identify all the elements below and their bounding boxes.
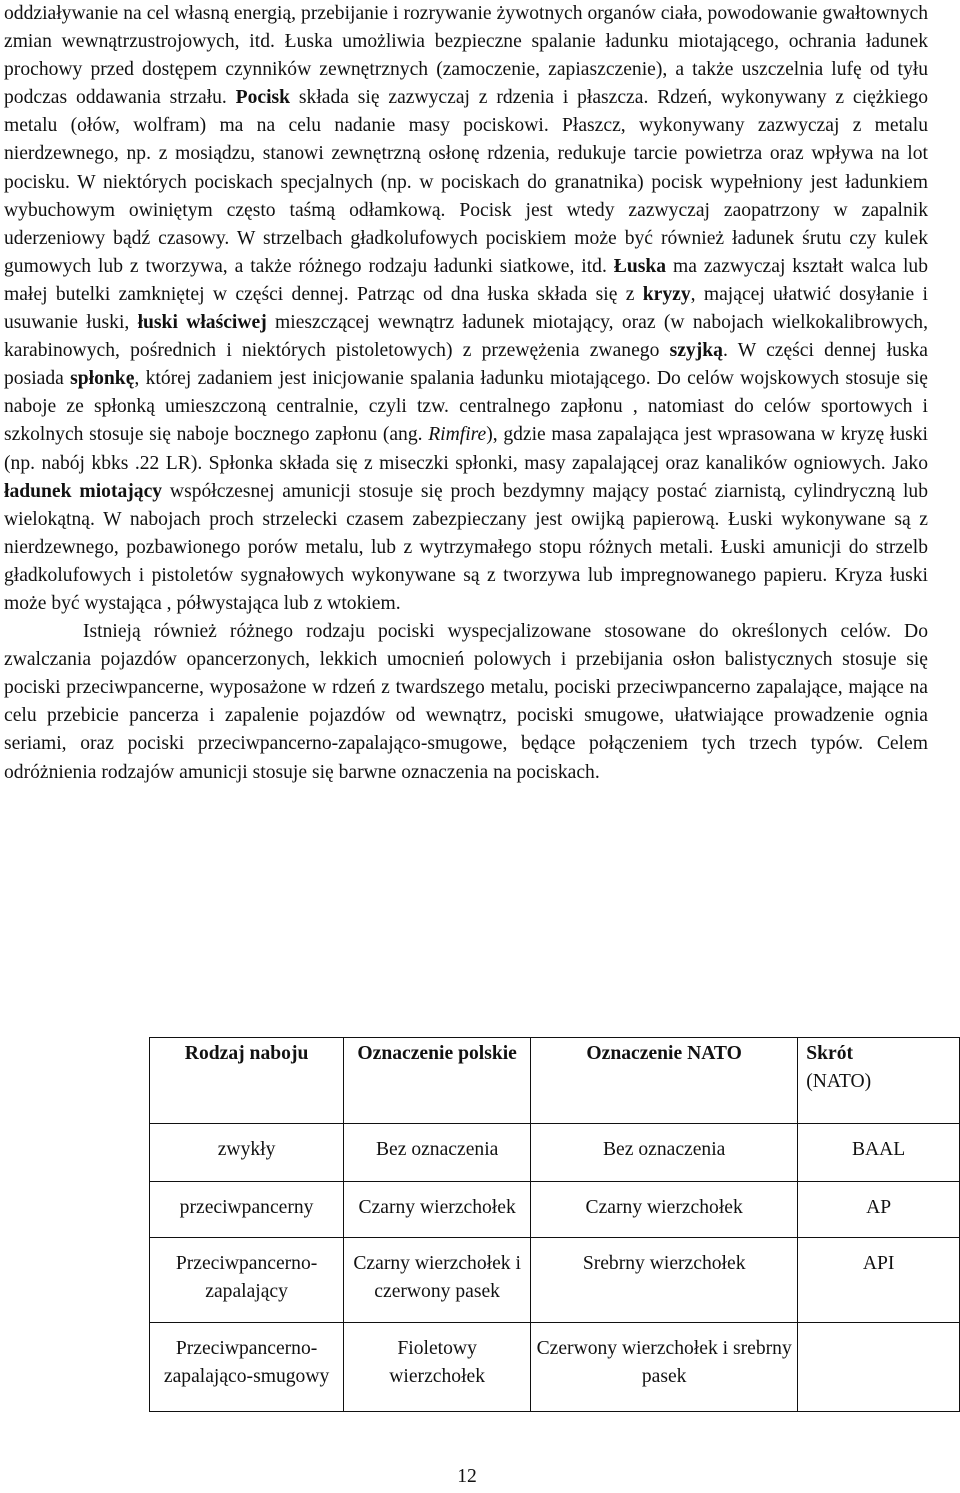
term-splonka: spłonkę bbox=[70, 368, 135, 390]
text-run: współczesnej amunicji stosuje się proch bezdymny mający postać ziarnistą, cylindryczną lub wielokątną. W nabojach proch strzelecki czasem zabezpieczany jest owijką papierową. Łuski wykonywane są z nierdzewnego, pozbawionego porów metalu, lub z wytrzymałego stopu różnych metali. Łuski amunicji do strzelb gładkolufowych i pistoletów sygnałowych wykonywane są z tworzywa lub impregnowanego papieru. Kryza łuski może być wystająca , półwystająca lub z wtokiem. bbox=[4, 480, 928, 614]
document-page bbox=[4, 0, 928, 787]
cell-rodzaj: przeciwpancerny bbox=[150, 1182, 344, 1238]
cell-nato: Czarny wierzchołek bbox=[531, 1182, 798, 1238]
header-rodzaj-naboju: Rodzaj naboju bbox=[150, 1038, 344, 1124]
text-run: . W części dennej łuska posiada bbox=[4, 340, 928, 390]
table-row bbox=[150, 1323, 960, 1412]
text-run: składa się zazwyczaj z rdzenia i płaszcza. Rdzeń, wykonywany z ciężkiego metalu (ołów, wolfram) ma na celu nadanie masy pociskowi. Płaszcz, wykonywany zazwyczaj z metalu nierdzewnego, np. z mosiądzu, stanowi zewnętrzną osłonę rdzenia, redukuje tarcie powietrza oraz wpływa na lot pocisku. W niektórych pociskach specjalnych (np. w pociskach do granatnika) pocisk wypełniony jest ładunkiem wybuchowym owiniętym często taśmą odłamkową. Pocisk jest wtedy zazwyczaj zaopatrzony w zapalnik uderzeniowy bądź czasowy. W strzelbach gładkolufowych pociskiem może być również ładunek śrutu czy kulek gumowych lub z tworzywa, a także różnego rodzaju ładunki siatkowe, itd. bbox=[4, 87, 928, 277]
text-run: ), gdzie masa zapalająca jest wprasowana w kryzę łuski (np. nabój kbks .22 LR). Spłonka składa się z miseczki spłonki, masy zapalającej oraz kanalików ogniowych. Jako bbox=[4, 424, 928, 474]
cell-rodzaj: Przeciwpancerno-zapalająco-smugowy bbox=[150, 1323, 344, 1412]
cell-skrot: AP bbox=[798, 1182, 960, 1238]
table-row bbox=[150, 1124, 960, 1182]
cell-nato: Srebrny wierzchołek bbox=[531, 1238, 798, 1323]
header-oznaczenie-polskie: Oznaczenie polskie bbox=[344, 1038, 531, 1124]
page-number: 12 bbox=[457, 1466, 477, 1487]
cell-rodzaj: Przeciwpancerno-zapalający bbox=[150, 1238, 344, 1323]
paragraph-special-bullets: Istnieją również różnego rodzaju pociski wyspecjalizowane stosowane do określonych celów. Do zwalczania pojazdów opancerzonych, lekkich umocnień polowych i przebijania osłon balistycznych stosuje się pociski przeciwpancerne, wyposażone w rdzeń z twardszego metalu, pociski przeciwpancerno zapalające, mające na celu przebicie pancerza i zapalenie pojazdów od wewnątrz, pociski smugowe, ułatwiające prowadzenie ognia seriami, oraz pociski przeciwpancerno-zapalająco-smugowe, będące połączeniem tych trzech typów. Celem odróżnienia rodzajów amunicji stosuje się barwne oznaczenia na pociskach. bbox=[4, 621, 928, 783]
cell-polskie: Fioletowy wierzchołek bbox=[344, 1323, 531, 1412]
cell-polskie: Bez oznaczenia bbox=[344, 1124, 531, 1182]
term-rimfire: Rimfire bbox=[428, 424, 487, 446]
header-skrot bbox=[798, 1038, 960, 1124]
text-run: ma zazwyczaj kształt walca lub małej butelki zamkniętej w części dennej. Patrząc od dna łuska składa się z bbox=[4, 255, 928, 305]
header-skrot-nato: (NATO) bbox=[806, 1071, 872, 1092]
table-header-row bbox=[150, 1038, 960, 1124]
table-row bbox=[150, 1238, 960, 1323]
cell-skrot: BAAL bbox=[798, 1124, 960, 1182]
term-pocisk: Pocisk bbox=[235, 87, 291, 109]
cell-skrot bbox=[798, 1323, 960, 1412]
term-szyjka: szyjką bbox=[669, 340, 723, 362]
ammunition-marking-table bbox=[149, 1037, 960, 1412]
term-kryza: kryzy bbox=[642, 283, 691, 305]
term-luska-wlasciwa: łuski właściwej bbox=[137, 312, 267, 334]
header-skrot-label: Skrót bbox=[806, 1043, 854, 1064]
text-run: , której zadaniem jest inicjowanie spalania ładunku miotającego. Do celów wojskowych stosuje się naboje ze spłonką umieszczoną centralnie, czyli tzw. centralnego zapłonu , natomiast do celów sportowych i szkolnych stosuje się naboje bocznego zapłonu (ang. bbox=[4, 368, 928, 446]
term-luska: Łuska bbox=[613, 255, 667, 277]
table-row bbox=[150, 1182, 960, 1238]
header-oznaczenie-nato: Oznaczenie NATO bbox=[531, 1038, 798, 1124]
cell-nato: Bez oznaczenia bbox=[531, 1124, 798, 1182]
text-run: oddziaływanie na cel własną energią, przebijanie i rozrywanie żywotnych organów ciała, powodowanie gwałtownych zmian wewnątrzustrojowych, itd. Łuska umożliwia bezpieczne spalanie ładunku miotającego, ochrania ładunek prochowy przed dostępem czynników zewnętrznych (zamoczenie, zapiaszczenie), a także uszczelnia lufę od tyłu podczas oddawania strzału. bbox=[4, 3, 928, 109]
cell-polskie: Czarny wierzchołek i czerwony pasek bbox=[344, 1238, 531, 1323]
cell-nato: Czerwony wierzchołek i srebrny pasek bbox=[531, 1323, 798, 1412]
cell-rodzaj: zwykły bbox=[150, 1124, 344, 1182]
term-ladunek-miotajacy: ładunek miotający bbox=[4, 480, 163, 502]
cell-polskie: Czarny wierzchołek bbox=[344, 1182, 531, 1238]
text-run: , mającej ułatwić dosyłanie i usuwanie łuski, bbox=[4, 283, 928, 334]
cell-skrot: API bbox=[798, 1238, 960, 1323]
text-run: mieszczącej wewnątrz ładunek miotający, oraz (w nabojach wielkokalibrowych, karabinowych, pośrednich i niektórych pistoletowych) z przewężenia zwanego bbox=[4, 312, 928, 362]
paragraph-cartridge-parts bbox=[4, 0, 928, 618]
